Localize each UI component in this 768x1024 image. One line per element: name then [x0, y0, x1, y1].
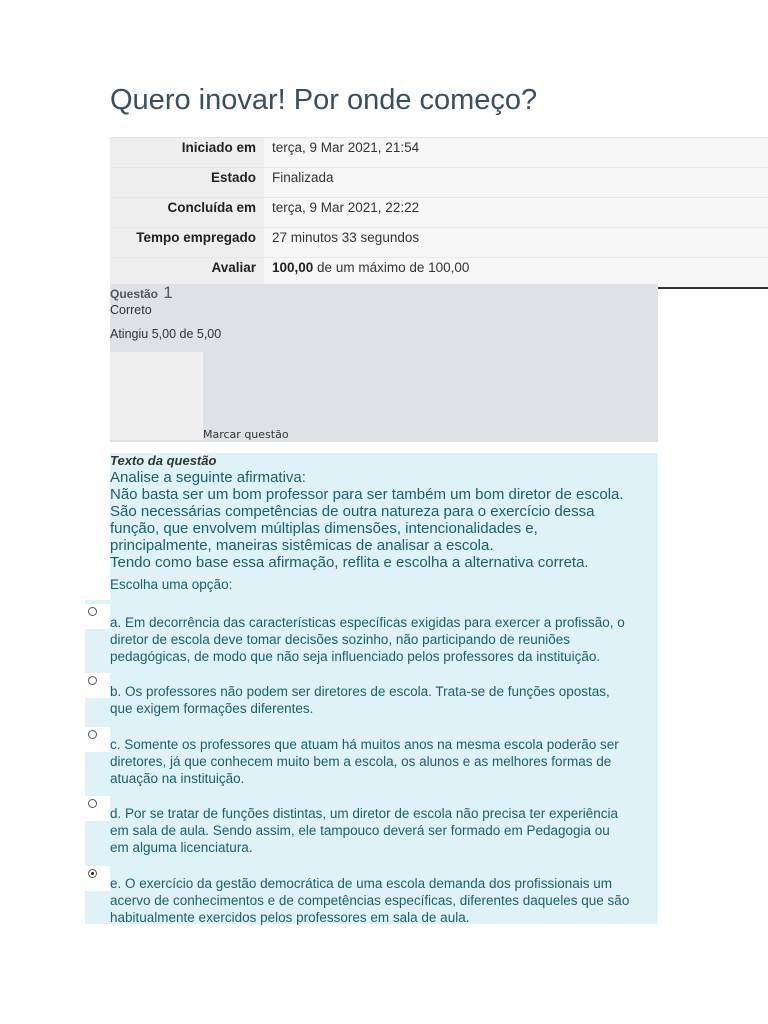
summary-value: terça, 9 Mar 2021, 22:22 [264, 198, 768, 227]
summary-row-state [110, 168, 768, 198]
radio-circle-icon [88, 730, 97, 739]
question-line: Não basta ser um bom professor para ser também um bom diretor de escola. [110, 486, 624, 503]
attempt-summary-table [110, 137, 768, 289]
question-line: São necessárias competências de outra natureza para o exercício dessa [110, 503, 595, 520]
summary-label: Estado [110, 168, 264, 197]
radio-circle-icon [88, 799, 97, 808]
option-b-label[interactable] [110, 683, 660, 717]
option-line: diretor de escola deve tomar decisões sozinho, não participando de reuniões [110, 632, 571, 647]
summary-label: Iniciado em [110, 138, 264, 167]
option-a-radio[interactable] [85, 604, 110, 629]
option-line: d. Por se tratar de funções distintas, um diretor de escola não precisa ter experiência [110, 806, 619, 821]
option-line: b. Os professores não podem ser diretores de escola. Trata-se de funções opostas, [110, 684, 610, 699]
summary-value: terça, 9 Mar 2021, 21:54 [264, 138, 768, 167]
summary-value: Finalizada [264, 168, 768, 197]
summary-label: Concluída em [110, 198, 264, 227]
summary-value [264, 258, 768, 287]
question-grade: Atingiu 5,00 de 5,00 [110, 327, 222, 341]
option-line: acervo de conhecimentos e de competências específicas, diferentes daqueles que são [110, 893, 630, 908]
summary-row-started [110, 138, 768, 168]
option-c-radio[interactable] [85, 727, 110, 752]
option-c-label[interactable] [110, 736, 660, 787]
option-line: em sala de aula. Sendo assim, ele tampouco deverá ser formado em Pedagogia ou [110, 823, 610, 838]
question-line: função, que envolvem múltiplas dimensões, intencionalidades e, [110, 520, 538, 537]
option-line: em alguma licenciatura. [110, 840, 253, 855]
choose-option-prompt: Escolha uma opção: [110, 577, 233, 592]
option-line: e. O exercício da gestão democrática de uma escola demanda dos profissionais um [110, 876, 613, 891]
question-line: Analise a seguinte afirmativa: [110, 469, 306, 486]
question-state: Correto [110, 303, 152, 317]
option-line: a. Em decorrência das características específicas exigidas para exercer a profissão, o [110, 615, 625, 630]
question-line: Tendo como base essa afirmação, reflita e escolha a alternativa correta. [110, 554, 589, 571]
grade-value: 100,00 [272, 260, 314, 275]
option-line: atuação na instituição. [110, 771, 245, 786]
question-label: Questão [110, 287, 159, 301]
flag-question-link[interactable]: Marcar questão [203, 428, 289, 441]
option-line: habitualmente exercidos pelos professores em sala de aula. [110, 910, 470, 925]
option-line: que exigem formações diferentes. [110, 701, 314, 716]
summary-label: Tempo empregado [110, 228, 264, 257]
radio-circle-icon [88, 607, 97, 616]
question-info-panel [110, 284, 658, 442]
option-e-radio[interactable] [85, 866, 110, 891]
summary-row-time-taken [110, 228, 768, 258]
page-title: Quero inovar! Por onde começo? [110, 84, 538, 116]
summary-row-completed [110, 198, 768, 228]
option-line: diretores, já que conhecem muito bem a escola, os alunos e as melhores formas de [110, 754, 612, 769]
question-content [110, 453, 658, 924]
radio-circle-icon [88, 676, 97, 685]
question-line: principalmente, maneiras sistêmicas de analisar a escola. [110, 537, 494, 554]
flag-icon[interactable] [110, 352, 203, 440]
question-text-heading: Texto da questão [110, 453, 217, 468]
option-line: c. Somente os professores que atuam há muitos anos na mesma escola poderão ser [110, 737, 619, 752]
option-a-label[interactable] [110, 614, 660, 665]
option-d-radio[interactable] [85, 796, 110, 821]
question-text [110, 469, 658, 571]
summary-label: Avaliar [110, 258, 264, 287]
option-d-label[interactable] [110, 805, 660, 856]
grade-max: de um máximo de 100,00 [313, 260, 470, 275]
summary-value: 27 minutos 33 segundos [264, 228, 768, 257]
option-line: pedagógicas, de modo que não seja influenciado pelos professores da instituição. [110, 649, 601, 664]
option-b-radio[interactable] [85, 673, 110, 698]
option-e-label[interactable] [110, 875, 660, 926]
radio-selected-icon [88, 869, 97, 878]
question-number [110, 284, 173, 303]
question-number-value: 1 [163, 284, 173, 302]
